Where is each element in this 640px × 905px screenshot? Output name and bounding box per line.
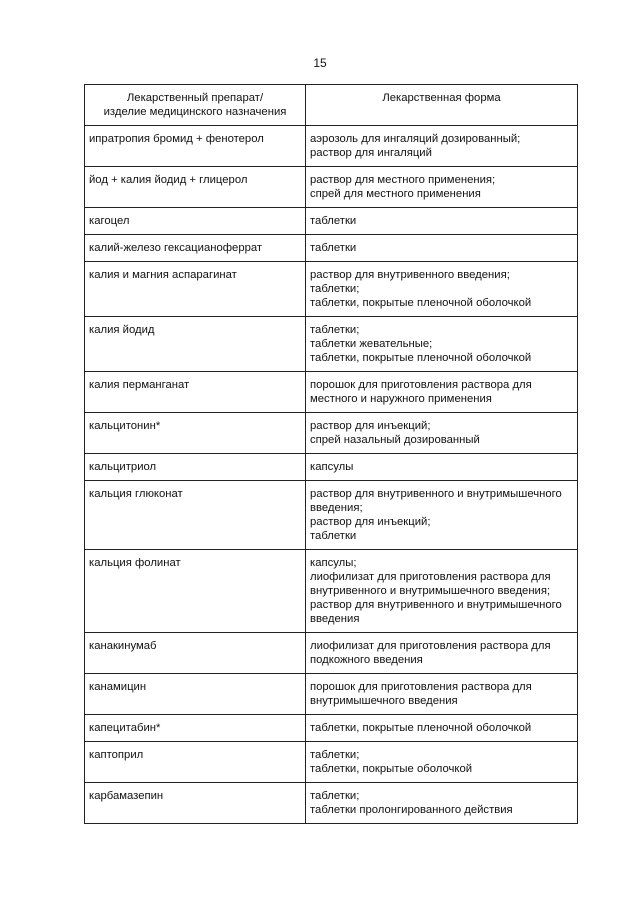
drug-form-cell bbox=[306, 715, 578, 742]
drug-form-cell bbox=[306, 783, 578, 824]
drug-form-line: таблетки; bbox=[310, 283, 360, 295]
drug-form-line: внутривенного и внутримышечного введения; bbox=[310, 585, 551, 597]
table-row bbox=[85, 262, 578, 317]
table-row bbox=[85, 481, 578, 550]
drug-form-line: подкожного введения bbox=[310, 654, 423, 666]
drug-form-line: таблетки, покрытые оболочкой bbox=[310, 763, 473, 775]
drug-form-line: раствор для внутривенного и внутримышечного bbox=[310, 599, 562, 611]
drug-name-cell: карбамазепин bbox=[85, 783, 306, 824]
table-row bbox=[85, 454, 578, 481]
drug-form-line: таблетки; bbox=[310, 790, 360, 802]
drug-form-cell bbox=[306, 208, 578, 235]
drug-form-line: таблетки; bbox=[310, 749, 360, 761]
table-header-row bbox=[85, 85, 578, 126]
drug-form-line: введения bbox=[310, 613, 360, 625]
drug-form-cell bbox=[306, 413, 578, 454]
drug-form-cell bbox=[306, 550, 578, 633]
drug-name-cell: канамицин bbox=[85, 674, 306, 715]
drug-form-line: таблетки; bbox=[310, 324, 360, 336]
drug-form-line: спрей назальный дозированный bbox=[310, 434, 480, 446]
table-row bbox=[85, 372, 578, 413]
table-row bbox=[85, 126, 578, 167]
drug-form-line: капсулы; bbox=[310, 557, 357, 569]
drug-name-cell: калия йодид bbox=[85, 317, 306, 372]
table-row bbox=[85, 317, 578, 372]
drug-form-line: таблетки пролонгированного действия bbox=[310, 804, 513, 816]
drug-name-cell: кагоцел bbox=[85, 208, 306, 235]
header-drug-label: Лекарственный препарат/ изделие медицинского назначения bbox=[103, 92, 287, 118]
drug-form-line: капсулы bbox=[310, 461, 354, 473]
drug-form-line: таблетки, покрытые пленочной оболочкой bbox=[310, 297, 532, 309]
drug-form-cell bbox=[306, 262, 578, 317]
drug-form-line: лиофилизат для приготовления раствора для bbox=[310, 640, 551, 652]
drug-form-line: порошок для приготовления раствора для bbox=[310, 379, 532, 391]
drug-form-cell bbox=[306, 167, 578, 208]
drug-form-cell bbox=[306, 235, 578, 262]
table-row bbox=[85, 413, 578, 454]
table-row bbox=[85, 633, 578, 674]
drug-form-line: внутримышечного введения bbox=[310, 695, 458, 707]
drug-form-line: введения; bbox=[310, 502, 363, 514]
drug-form-line: порошок для приготовления раствора для bbox=[310, 681, 532, 693]
table-row bbox=[85, 550, 578, 633]
drug-name-cell: капецитабин* bbox=[85, 715, 306, 742]
drug-form-cell bbox=[306, 742, 578, 783]
drug-form-line: таблетки жевательные; bbox=[310, 338, 433, 350]
drug-form-cell bbox=[306, 481, 578, 550]
drug-form-line: лиофилизат для приготовления раствора для bbox=[310, 571, 551, 583]
table-row bbox=[85, 674, 578, 715]
drug-form-line: таблетки bbox=[310, 242, 357, 254]
drug-name-cell: кальцитонин* bbox=[85, 413, 306, 454]
drug-form-line: таблетки, покрытые пленочной оболочкой bbox=[310, 352, 532, 364]
drug-form-line: раствор для инъекций; bbox=[310, 516, 431, 528]
drug-name-cell: каптоприл bbox=[85, 742, 306, 783]
table-row bbox=[85, 715, 578, 742]
drug-form-cell bbox=[306, 454, 578, 481]
drug-name-cell: йод + калия йодид + глицерол bbox=[85, 167, 306, 208]
drug-form-line: таблетки, покрытые пленочной оболочкой bbox=[310, 722, 532, 734]
table-row bbox=[85, 208, 578, 235]
drug-form-cell bbox=[306, 372, 578, 413]
drug-name-cell: кальция глюконат bbox=[85, 481, 306, 550]
header-form bbox=[306, 85, 578, 126]
header-form-label: Лекарственная форма bbox=[382, 92, 501, 104]
table-row bbox=[85, 783, 578, 824]
header-drug bbox=[85, 85, 306, 126]
drug-name-cell: калия перманганат bbox=[85, 372, 306, 413]
drug-form-line: раствор для внутривенного введения; bbox=[310, 269, 510, 281]
drug-form-line: раствор для инъекций; bbox=[310, 420, 431, 432]
drug-name-cell: калия и магния аспарагинат bbox=[85, 262, 306, 317]
drug-form-line: аэрозоль для ингаляций дозированный; bbox=[310, 133, 521, 145]
drug-form-line: таблетки bbox=[310, 530, 357, 542]
drug-form-line: раствор для внутривенного и внутримышечного bbox=[310, 488, 562, 500]
table-body bbox=[85, 126, 578, 824]
drug-form-cell bbox=[306, 317, 578, 372]
drug-form-cell bbox=[306, 633, 578, 674]
drug-form-line: местного и наружного применения bbox=[310, 393, 492, 405]
page-number: 15 bbox=[313, 56, 327, 70]
drug-name-cell: канакинумаб bbox=[85, 633, 306, 674]
drug-form-cell bbox=[306, 674, 578, 715]
table-row bbox=[85, 235, 578, 262]
drug-table bbox=[84, 84, 578, 824]
drug-form-line: раствор для местного применения; bbox=[310, 174, 496, 186]
drug-form-line: раствор для ингаляций bbox=[310, 147, 432, 159]
drug-name-cell: ипратропия бромид + фенотерол bbox=[85, 126, 306, 167]
drug-form-line: спрей для местного применения bbox=[310, 188, 481, 200]
drug-form-line: таблетки bbox=[310, 215, 357, 227]
drug-name-cell: кальцитриол bbox=[85, 454, 306, 481]
drug-name-cell: калий-железо гексацианоферрат bbox=[85, 235, 306, 262]
table-row bbox=[85, 742, 578, 783]
drug-form-cell bbox=[306, 126, 578, 167]
drug-name-cell: кальция фолинат bbox=[85, 550, 306, 633]
table-row bbox=[85, 167, 578, 208]
